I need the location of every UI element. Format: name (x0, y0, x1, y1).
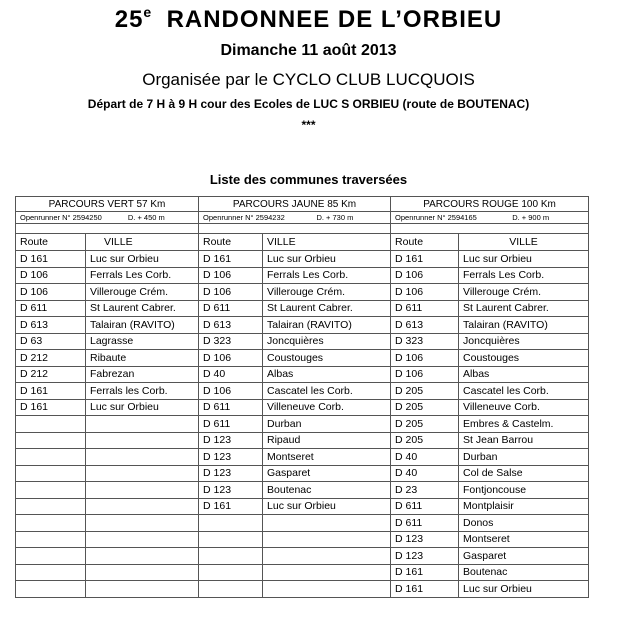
ville-cell (86, 449, 199, 466)
column-header-ville: VILLE (86, 234, 199, 251)
ville-cell: Coustouges (459, 350, 589, 367)
ville-cell: Cascatel les Corb. (459, 383, 589, 400)
route-cell: D 123 (199, 482, 263, 499)
ville-cell: Joncquières (459, 333, 589, 350)
route-cell: D 63 (16, 333, 86, 350)
ville-cell: St Laurent Cabrer. (263, 300, 391, 317)
route-cell: D 205 (391, 383, 459, 400)
ville-cell (86, 581, 199, 598)
openrunner-id: Openrunner N° 2594250 (20, 213, 102, 222)
parcours-jaune-info (199, 212, 391, 224)
ville-cell (86, 482, 199, 499)
route-cell (199, 531, 263, 548)
ville-cell: Donos (459, 515, 589, 532)
ville-cell: Luc sur Orbieu (263, 251, 391, 268)
ville-cell: Montplaisir (459, 498, 589, 515)
ville-cell: Luc sur Orbieu (459, 581, 589, 598)
parcours-jaune-name: PARCOURS JAUNE 85 Km (199, 197, 391, 212)
route-cell: D 161 (391, 251, 459, 268)
ville-cell: Villeneuve Corb. (263, 399, 391, 416)
table-row (16, 498, 589, 515)
route-cell: D 611 (391, 300, 459, 317)
ville-cell: Villerouge Crém. (263, 284, 391, 301)
table-row (16, 515, 589, 532)
ville-cell (86, 564, 199, 581)
ville-cell: St Laurent Cabrer. (459, 300, 589, 317)
route-cell: D 205 (391, 432, 459, 449)
route-cell (199, 548, 263, 565)
route-cell: D 123 (199, 432, 263, 449)
ville-cell: Ferrals Les Corb. (263, 267, 391, 284)
route-cell (16, 482, 86, 499)
ville-cell: Ferrals Les Corb. (86, 267, 199, 284)
route-cell (16, 548, 86, 565)
route-cell: D 106 (391, 366, 459, 383)
ville-cell: Luc sur Orbieu (263, 498, 391, 515)
table-row (16, 300, 589, 317)
ville-cell (263, 548, 391, 565)
page-title (0, 4, 617, 34)
route-cell: D 611 (199, 416, 263, 433)
column-header-ville: VILLE (459, 234, 589, 251)
route-cell: D 106 (199, 383, 263, 400)
routes-table (15, 196, 589, 598)
table-row (16, 317, 589, 334)
route-cell: D 205 (391, 399, 459, 416)
route-cell (16, 498, 86, 515)
ville-cell: Talairan (RAVITO) (263, 317, 391, 334)
ville-cell (86, 548, 199, 565)
title-text: RANDONNEE DE L’ORBIEU (166, 6, 503, 33)
column-header-route: Route (199, 234, 263, 251)
route-cell: D 40 (391, 465, 459, 482)
ville-cell: Durban (263, 416, 391, 433)
ville-cell: Coustouges (263, 350, 391, 367)
table-row (16, 383, 589, 400)
ville-cell (86, 515, 199, 532)
table-row (16, 449, 589, 466)
route-cell: D 106 (16, 267, 86, 284)
route-cell: D 212 (16, 350, 86, 367)
ville-cell: Durban (459, 449, 589, 466)
route-cell: D 613 (391, 317, 459, 334)
table-row (16, 531, 589, 548)
ville-cell (86, 465, 199, 482)
route-cell: D 212 (16, 366, 86, 383)
table-row (16, 581, 589, 598)
route-cell (16, 449, 86, 466)
route-cell: D 40 (391, 449, 459, 466)
title-superscript: e (143, 4, 152, 20)
ville-cell: Ferrals les Corb. (86, 383, 199, 400)
ville-cell: Fabrezan (86, 366, 199, 383)
table-row (16, 350, 589, 367)
ville-cell: Villeneuve Corb. (459, 399, 589, 416)
route-cell: D 161 (16, 399, 86, 416)
table-row (16, 548, 589, 565)
table-row (16, 366, 589, 383)
ville-cell: Villerouge Crém. (459, 284, 589, 301)
ville-cell (86, 531, 199, 548)
route-cell: D 123 (391, 548, 459, 565)
ville-cell: Fontjoncouse (459, 482, 589, 499)
route-cell: D 123 (199, 465, 263, 482)
openrunner-row (16, 212, 589, 224)
route-cell: D 123 (391, 531, 459, 548)
route-cell (16, 416, 86, 433)
ville-cell: Albas (459, 366, 589, 383)
route-cell: D 106 (391, 284, 459, 301)
route-cell: D 323 (391, 333, 459, 350)
route-cell (16, 531, 86, 548)
table-row (16, 333, 589, 350)
table-row (16, 564, 589, 581)
parcours-vert-info (16, 212, 199, 224)
parcours-vert-name: PARCOURS VERT 57 Km (16, 197, 199, 212)
departure-line: Départ de 7 H à 9 H cour des Ecoles de LUC S ORBIEU (route de BOUTENAC) (87, 97, 530, 111)
route-cell: D 611 (199, 300, 263, 317)
ville-cell (263, 515, 391, 532)
route-cell: D 161 (199, 498, 263, 515)
ville-cell: Luc sur Orbieu (86, 399, 199, 416)
table-row (16, 432, 589, 449)
table-row (16, 251, 589, 268)
parcours-rouge-info (391, 212, 589, 224)
route-cell (16, 432, 86, 449)
route-cell (199, 515, 263, 532)
parcours-names-row (16, 197, 589, 212)
route-cell: D 161 (391, 564, 459, 581)
ville-cell: Cascatel les Corb. (263, 383, 391, 400)
route-cell: D 106 (16, 284, 86, 301)
route-cell: D 123 (199, 449, 263, 466)
ville-cell: Joncquières (263, 333, 391, 350)
ville-cell: St Jean Barrou (459, 432, 589, 449)
openrunner-id: Openrunner N° 2594232 (203, 213, 285, 222)
ville-cell: Montseret (459, 531, 589, 548)
route-cell: D 161 (391, 581, 459, 598)
ville-cell: St Laurent Cabrer. (86, 300, 199, 317)
ville-cell: Embres & Castelm. (459, 416, 589, 433)
table-row (16, 482, 589, 499)
route-cell: D 106 (391, 350, 459, 367)
ville-cell: Lagrasse (86, 333, 199, 350)
column-header-row (16, 234, 589, 251)
ville-cell: Boutenac (263, 482, 391, 499)
list-title: Liste des communes traversées (209, 172, 408, 187)
route-cell: D 40 (199, 366, 263, 383)
route-cell (16, 564, 86, 581)
route-cell: D 611 (199, 399, 263, 416)
route-cell (16, 465, 86, 482)
ville-cell: Col de Salse (459, 465, 589, 482)
route-cell: D 23 (391, 482, 459, 499)
route-cell: D 205 (391, 416, 459, 433)
ville-cell: Talairan (RAVITO) (86, 317, 199, 334)
table-row (16, 267, 589, 284)
openrunner-id: Openrunner N° 2594165 (395, 213, 477, 222)
route-cell (16, 515, 86, 532)
route-cell: D 161 (16, 251, 86, 268)
ville-cell: Luc sur Orbieu (459, 251, 589, 268)
ville-cell (263, 581, 391, 598)
ville-cell: Ribaute (86, 350, 199, 367)
route-cell: D 106 (199, 350, 263, 367)
title-number: 25 (114, 6, 144, 33)
table-row (16, 399, 589, 416)
route-cell: D 161 (199, 251, 263, 268)
table-row (16, 465, 589, 482)
event-date: Dimanche 11 août 2013 (220, 42, 397, 59)
ville-cell: Albas (263, 366, 391, 383)
ville-cell (86, 432, 199, 449)
ville-cell: Luc sur Orbieu (86, 251, 199, 268)
route-cell (199, 564, 263, 581)
route-cell: D 613 (199, 317, 263, 334)
ville-cell (263, 531, 391, 548)
route-cell: D 613 (16, 317, 86, 334)
route-cell (199, 581, 263, 598)
ville-cell: Montseret (263, 449, 391, 466)
column-header-route: Route (391, 234, 459, 251)
ville-cell (86, 416, 199, 433)
ville-cell: Villerouge Crém. (86, 284, 199, 301)
route-cell: D 106 (199, 284, 263, 301)
route-cell: D 611 (391, 515, 459, 532)
ville-cell: Ripaud (263, 432, 391, 449)
route-cell: D 611 (16, 300, 86, 317)
table-row (16, 284, 589, 301)
parcours-rouge-name: PARCOURS ROUGE 100 Km (391, 197, 589, 212)
route-cell (16, 581, 86, 598)
column-header-route: Route (16, 234, 86, 251)
route-cell: D 323 (199, 333, 263, 350)
ville-cell: Gasparet (263, 465, 391, 482)
route-cell: D 106 (391, 267, 459, 284)
table-row (16, 416, 589, 433)
column-header-ville: VILLE (263, 234, 391, 251)
route-cell: D 106 (199, 267, 263, 284)
ville-cell: Ferrals Les Corb. (459, 267, 589, 284)
route-cell: D 161 (16, 383, 86, 400)
organizer-line: Organisée par le CYCLO CLUB LUCQUOIS (142, 70, 475, 89)
route-cell: D 611 (391, 498, 459, 515)
elevation: D. + 450 m (127, 213, 165, 222)
ville-cell: Gasparet (459, 548, 589, 565)
ville-cell: Boutenac (459, 564, 589, 581)
spacer-row (16, 224, 589, 234)
elevation: D. + 900 m (512, 213, 550, 222)
ville-cell (263, 564, 391, 581)
elevation: D. + 730 m (316, 213, 354, 222)
ville-cell: Talairan (RAVITO) (459, 317, 589, 334)
ville-cell (86, 498, 199, 515)
separator-stars: *** (301, 118, 316, 132)
